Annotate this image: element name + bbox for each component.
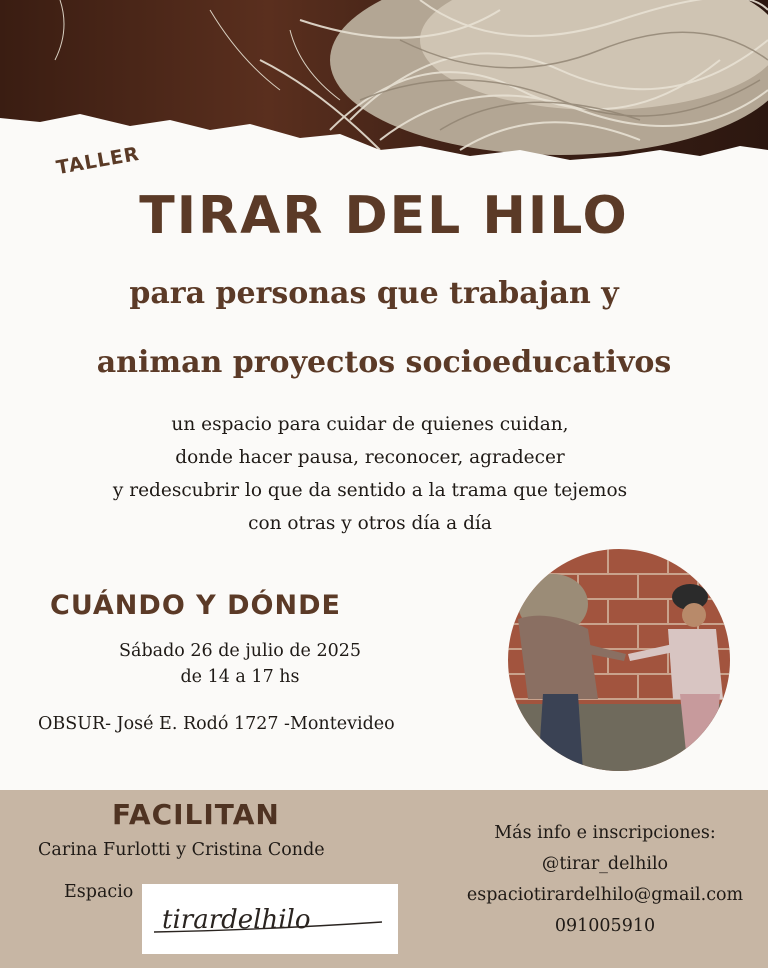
page-title: TIRAR DEL HILO [139,186,629,246]
description-line: un espacio para cuidar de quienes cuidan, [171,414,569,435]
subtitle-line-2: animan proyectos socioeducativos [96,345,672,380]
description-line: con otras y otros día a día [248,513,492,534]
description-line: y redescubrir lo que da sentido a la trama que tejemos [112,480,628,501]
event-datetime [60,638,420,690]
description-line: donde hacer pausa, reconocer, agradecer [175,447,565,468]
info-label: Más info e inscripciones: [494,823,716,843]
event-place: OBSUR- José E. Rodó 1727 -Montevideo [38,714,395,734]
instagram-handle[interactable]: @tirar_delhilo [541,854,669,874]
espacio-label: Espacio [64,882,134,902]
circular-photo [508,549,730,771]
logo-text: tirardelhilo [162,905,311,935]
phone-number[interactable]: 091005910 [554,916,656,936]
description [0,408,740,540]
facilitan-heading: FACILITAN [112,798,280,831]
when-where-heading: CUÁNDO Y DÓNDE [50,590,341,621]
facilitators-names: Carina Furlotti y Cristina Conde [38,840,325,860]
event-time: de 14 a 17 hs [180,667,300,687]
contact-info [446,818,764,942]
email-link[interactable]: espaciotirardelhilo@gmail.com [466,885,744,905]
taller-label: TALLER [54,142,142,180]
subtitle-line-1: para personas que trabajan y [129,276,619,311]
logo [142,884,398,954]
event-date: Sábado 26 de julio de 2025 [119,641,361,661]
